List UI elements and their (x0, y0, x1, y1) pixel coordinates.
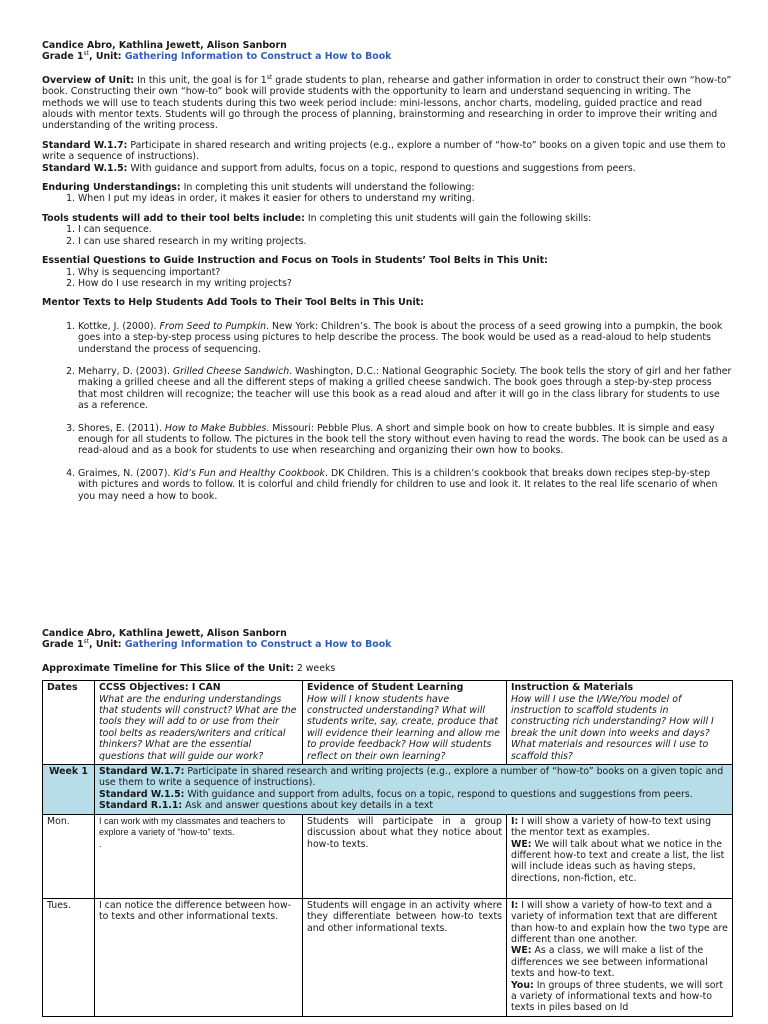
table-header-row (43, 681, 733, 765)
list-item: 1. I can sequence. (78, 224, 732, 235)
unit-title: Gathering Information to Construct a How to Book (124, 51, 392, 63)
evidence-cell: Students will participate in a group discussion about what they notice about how-to texts. (303, 814, 507, 898)
standard-w15: Standard W.1.5: With guidance and support from adults, focus on a topic, respond to questions and suggestions from peers. (42, 162, 636, 174)
list-item: 1. When I put my ideas in order, it makes it easier for others to understand my writing. (78, 193, 732, 204)
evidence-cell: Students will engage in an activity where they differentiate between how-to texts and other informational texts. (303, 898, 507, 1016)
overview-paragraph: Overview of Unit: In this unit, the goal is for 1st grade students to plan, rehearse and gather information in order to construct their own “how-to” book. Constructing their own “how-to” book will provide students with the opportunity to learn and understand sequencing in writing. The methods we will use to teach students during this two week period include: mini-lessons, anchor charts, modeling, guided practice and read alouds with mentor texts. Students will go through the process of planning, brainstorming and researching in order to improve their writing and understanding of the writing process. (42, 73, 732, 132)
day-cell: Mon. (43, 814, 95, 898)
mentor-list (42, 321, 732, 502)
week-label: Week 1 (43, 765, 95, 815)
timeline-line: Approximate Timeline for This Slice of the Unit: 2 weeks (42, 662, 336, 674)
objective-cell: I can notice the difference between how-to texts and other informational texts. (95, 898, 303, 1016)
grade-unit-line: Grade 1st, Unit: Gathering Information to Construct a How to Book (42, 50, 392, 63)
header-ccss: CCSS Objectives: I CAN What are the enduring understandings that students will construct? What are the tools they will add to or use from their tool belts as readers/writers and critical thinkers? What are the essential questions that will guide our work? (95, 681, 303, 765)
authors: Candice Abro, Kathlina Jewett, Alison Sanborn (42, 40, 287, 51)
standard-w17: Standard W.1.7: Participate in shared research and writing projects (e.g., explore a number of “how-to” books on a given topic and use them to write a sequence of instructions). (42, 139, 726, 163)
mentor-item: 1. Kottke, J. (2000). From Seed to Pumpkin. New York: Children’s. The book is about the process of a seed growing into a pumpkin, the book goes into a step-by-step process using pictures to help describe the process. The book would be used as a read-aloud to help students understand the process of sequencing. (78, 321, 732, 355)
day-cell: Tues. (43, 898, 95, 1016)
week-row (43, 765, 733, 815)
authors: Candice Abro, Kathlina Jewett, Alison Sanborn (42, 628, 287, 639)
instruction-cell: I: I will show a variety of how-to text and a variety of information text that are different than how-to and explain how the two type are different than one another. WE: As a class, we will make a list of the differences we see between informational texts and how-to text. You: In groups of three students, we will sort a variety of informational texts and how-to texts in piles based on Id (507, 898, 733, 1016)
unit-title: Gathering Information to Construct a How to Book (124, 639, 392, 651)
essential-heading: Essential Questions to Guide Instruction and Focus on Tools in Students’ Tool Belts in This Unit: (42, 255, 548, 267)
list-item: 2. How do I use research in my writing projects? (78, 278, 732, 289)
objective-cell: I can work with my classmates and teachers to explore a variety of “how-to” texts. . (95, 814, 303, 898)
page-one (42, 40, 732, 502)
week-standards (95, 765, 733, 815)
list-item: 2. I can use shared research in my writing projects. (78, 236, 732, 247)
table-row (43, 898, 733, 1016)
week-standard: Standard R.1.1: Ask and answer questions about key details in a text (99, 800, 434, 812)
week-standard: Standard W.1.5: With guidance and support from adults, focus on a topic, respond to questions and suggestions from peers. (99, 788, 693, 800)
essential-list (42, 267, 732, 290)
instruction-cell: I: I will show a variety of how-to text using the mentor text as examples. WE: We will talk about what we notice in the different how-to text and create a list, the list will include ideas such as having steps, directions, non-fiction, etc. (507, 814, 733, 898)
mentor-heading: Mentor Texts to Help Students Add Tools to Their Tool Belts in This Unit: (42, 297, 424, 309)
header-dates: Dates (43, 681, 95, 765)
week-standard: Standard W.1.7: Participate in shared research and writing projects (e.g., explore a number of “how-to” books on a given topic and use them to write a sequence of instructions). (99, 766, 724, 789)
header-instruction: Instruction & Materials How will I use the I/We/You model of instruction to scaffold students in constructing rich understanding? How will I break the unit down into weeks and days? What materials and resources will I use to scaffold this? (507, 681, 733, 765)
list-item: 1. Why is sequencing important? (78, 267, 732, 278)
mentor-item: 2. Meharry, D. (2003). Grilled Cheese Sandwich. Washington, D.C.: National Geographic Society. The book tells the story of girl and her father making a grilled cheese and all the different steps of making a grilled cheese sandwich. The book goes through a step-by-step process that most children will recognize; the teacher will use this book as a read aloud and after it will go in the class library for students to use as a reference. (78, 366, 732, 412)
tools-list (42, 224, 732, 247)
tools-heading: Tools students will add to their tool belts include: In completing this unit students will gain the following skills: (42, 212, 592, 224)
page-two (42, 628, 732, 1017)
mentor-item: 4. Graimes, N. (2007). Kid’s Fun and Healthy Cookbook. DK Children. This is a children’s cookbook that breaks down recipes step-by-step with pictures and words to follow. It is colorful and child friendly for children to use and look it. It relates to the real life scenario of when you may need a how to book. (78, 468, 732, 502)
grade-unit-line: Grade 1st, Unit: Gathering Information to Construct a How to Book (42, 638, 392, 651)
table-row (43, 814, 733, 898)
header-evidence: Evidence of Student Learning How will I know students have constructed understanding? What will students write, say, create, produce that will evidence their learning and allow me to provide feedback? How will students reflect on their own learning? (303, 681, 507, 765)
enduring-list (42, 193, 732, 204)
unit-plan-table (42, 680, 733, 1017)
mentor-item: 3. Shores, E. (2011). How to Make Bubbles. Missouri: Pebble Plus. A short and simple book on how to create bubbles. It is simple and easy enough for all students to follow. The pictures in the book tell the story without even having to read the words. The book can be used as a read-aloud and as a book for students to use when researching and organizing their own how to books. (78, 423, 732, 457)
enduring-heading: Enduring Understandings: In completing this unit students will understand the following: (42, 182, 475, 194)
